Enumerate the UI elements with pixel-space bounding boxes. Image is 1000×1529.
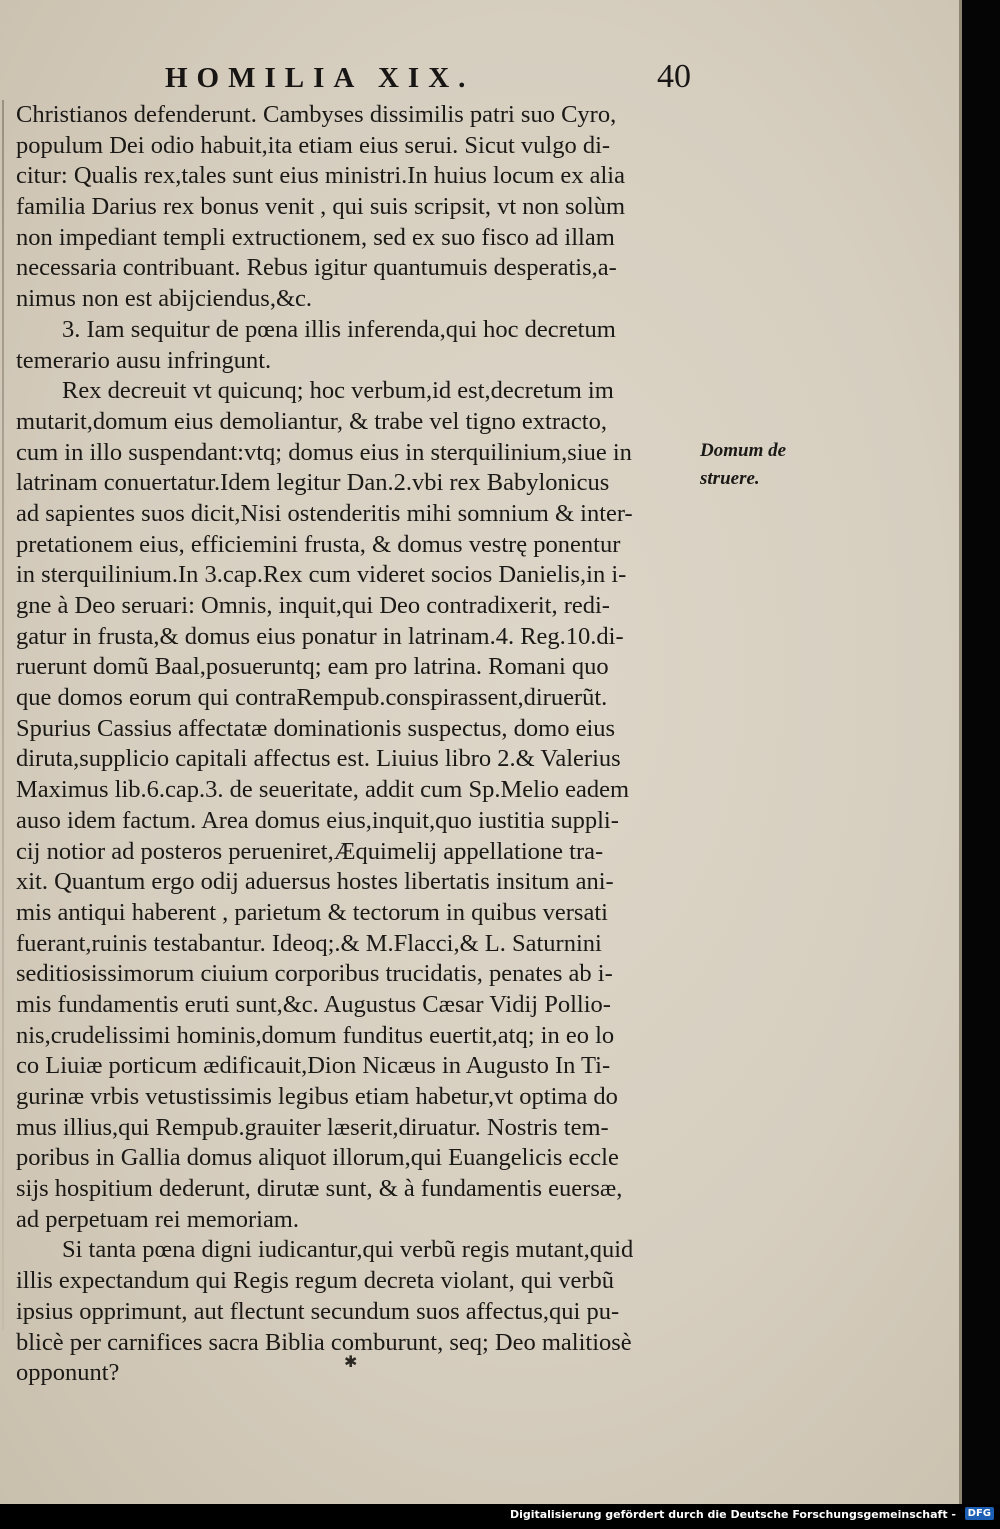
text-line: mis antiqui haberent , parietum & tectorum in quibus versati (16, 898, 608, 926)
text-line: seditiosissimorum ciuium corporibus trucidatis, penates ab i- (16, 960, 613, 988)
text-line: ipsius opprimunt, aut flectunt secundum suos affectus,qui pu- (16, 1297, 620, 1325)
text-line: poribus in Gallia domus aliquot illorum,qui Euangelicis eccle (16, 1144, 619, 1172)
text-line: latrinam conuertatur.Idem legitur Dan.2.vbi rex Babylonicus (16, 469, 610, 497)
text-line: gurinæ vrbis vetustissimis legibus etiam habetur,vt optima do (16, 1083, 618, 1110)
text-line: cij notior ad posteros perueniret,Æquimelij appellatione tra- (16, 837, 604, 865)
text-line: xit. Quantum ergo odij aduersus hostes libertatis insitum ani- (16, 868, 614, 896)
marginal-note (700, 437, 786, 493)
body-text (16, 100, 696, 1389)
text-line: illis expectandum qui Regis regum decreta violant, qui verbũ (16, 1267, 615, 1295)
text-line: in sterquilinium.In 3.cap.Rex cum videret socios Danielis,in i- (16, 561, 627, 589)
text-line: non impediant templi extructionem, sed ex suo fisco ad illam (16, 223, 615, 251)
dfg-logo: DFG (965, 1507, 994, 1520)
text-line: opponunt? (16, 1359, 120, 1387)
text-line: blicè per carnifices sacra Biblia comburunt, seq; Deo malitiosè (16, 1328, 632, 1356)
marginal-note-line: struere. (700, 468, 760, 489)
text-line: co Liuiæ porticum ædificauit,Dion Nicæus in Augusto In Ti- (16, 1052, 611, 1080)
text-line: fuerant,ruinis testabantur. Ideoq;.& M.Flacci,& L. Saturnini (16, 929, 602, 957)
text-line: gne à Deo seruari: Omnis, inquit,qui Deo contradixerit, redi- (16, 592, 610, 619)
text-line: citur: Qualis rex,tales sunt eius ministri.In huius locum ex alia (16, 162, 625, 190)
text-line: ruerunt domũ Baal,posueruntq; eam pro latrina. Romani quo (16, 653, 609, 681)
text-line: Si tanta pœna digni iudicantur,qui verbũ regis mutant,quid (62, 1236, 634, 1264)
text-line: 3. Iam sequitur de pœna illis inferenda,qui hoc decretum (62, 315, 616, 343)
text-line: nimus non est abijciendus,&c. (16, 285, 312, 313)
binding-edge-shadow (2, 100, 4, 1330)
text-line: mutarit,domum eius demoliantur, & trabe vel tigno extracto, (16, 407, 607, 435)
text-line: ad perpetuam rei memoriam. (16, 1205, 299, 1233)
text-line: mis fundamentis eruti sunt,&c. Augustus Cæsar Vidij Pollio- (16, 990, 611, 1018)
text-line: auso idem factum. Area domus eius,inquit,quo iustitia suppli- (16, 806, 619, 834)
marginal-note-line: Domum de (700, 440, 787, 461)
text-line: Maximus lib.6.cap.3. de seueritate, addit cum Sp.Melio eadem (16, 776, 630, 804)
text-line: Christianos defenderunt. Cambyses dissimilis patri suo Cyro, (16, 101, 617, 128)
text-line: mus illius,qui Rempub.grauiter læserit,diruatur. Nostris tem- (16, 1113, 609, 1141)
digitization-credit: Digitalisierung gefördert durch die Deutsche Forschungsgemeinschaft - (509, 1508, 956, 1521)
text-line: ad sapientes suos dicit,Nisi ostenderitis mihi somnium & inter- (16, 499, 633, 527)
text-line: sijs hospitium dederunt, dirutæ sunt, & à fundamentis euersæ, (16, 1175, 623, 1203)
text-line: Rex decreuit vt quicunq; hoc verbum,id est,decretum im (62, 377, 614, 405)
text-line: populum Dei odio habuit,ita etiam eius serui. Sicut vulgo di- (16, 131, 611, 159)
text-line: Spurius Cassius affectatæ dominationis suspectus, domo eius (16, 714, 616, 742)
text-line: cum in illo suspendant:vtq; domus eius in sterquilinium,siue in (16, 438, 632, 466)
text-line: pretationem eius, efficiemini frusta, & domus vestrę ponentur (16, 530, 621, 558)
text-line: gatur in frusta,& domus eius ponatur in latrinam.4. Reg.10.di- (16, 622, 624, 650)
running-head: HOMILIA XIX. (165, 62, 475, 94)
ink-spot-ornament: ✱ (344, 1354, 358, 1371)
text-line: nis,crudelissimi hominis,domum funditus euertit,atq; in eo lo (16, 1021, 615, 1049)
text-line: familia Darius rex bonus venit , qui suis scripsit, vt non solùm (16, 193, 626, 221)
text-line: temerario ausu infringunt. (16, 346, 272, 374)
text-line: diruta,supplicio capitali affectus est. Liuius libro 2.& Valerius (16, 745, 621, 773)
page-number: 40 (657, 58, 691, 95)
text-line: necessaria contribuant. Rebus igitur quantumuis desperatis,a- (16, 254, 617, 282)
text-line: que domos eorum qui contraRempub.conspirassent,diruerũt. (16, 684, 608, 712)
